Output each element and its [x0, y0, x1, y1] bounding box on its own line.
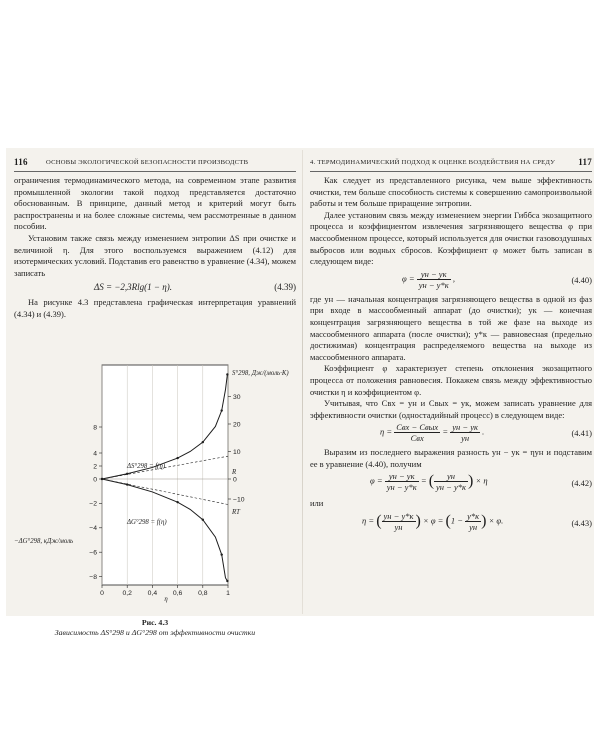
equation-4-41-number: (4.41)	[571, 428, 592, 439]
tangent-r-label: R	[232, 469, 237, 476]
right-page-header	[310, 155, 592, 169]
tangent-rt-label: RT	[232, 509, 240, 516]
y-left-tick-label: −2	[89, 500, 97, 508]
x-tick-label: 0,4	[147, 590, 158, 597]
left-page	[14, 155, 296, 610]
x-tick-label: 0,6	[172, 590, 183, 597]
eq441-fraction-1	[394, 422, 440, 443]
right-paragraph-3: где yн — начальная концентрация загрязняющего вещества в одной из фаз при входе в массообменный аппарат (до очистки); yк — конечная концентрация загрязняющего вещества в той же фазе на выходе из массообменного аппарата (после очистки); y*к — равновесная (предельно достижимая) концентрация распределяемого вещества на выходе из массообменного аппарата.	[310, 293, 592, 362]
equation-4-40	[310, 268, 592, 294]
eq443-numerator-1: yн − y*к	[383, 511, 414, 522]
eq441-fraction-2	[450, 422, 480, 443]
eq442-open-paren: (	[428, 472, 435, 490]
figure-caption-number: Рис. 4.3	[141, 618, 169, 627]
eq441-lhs: η =	[380, 426, 393, 437]
equation-4-43-number: (4.43)	[571, 518, 592, 529]
y-left-tick-label: 8	[93, 424, 97, 432]
y-left-tick-label: 0	[93, 476, 97, 484]
eq442-lhs: φ =	[370, 475, 383, 486]
delta-g-series-label: ΔG°298 = f(η)	[127, 519, 167, 526]
eq442-denominator-2: yн − y*к	[436, 482, 466, 493]
eq440-lhs: φ =	[402, 273, 415, 284]
equation-4-42-number: (4.42)	[571, 478, 592, 489]
y-right-tick-label: 0	[233, 476, 237, 484]
equation-4-41	[310, 421, 592, 447]
eq441-tail: .	[482, 426, 485, 437]
series-point	[176, 501, 178, 503]
right-page	[310, 155, 592, 610]
eq441-numerator-2: yн − yк	[452, 422, 478, 433]
left-axis-label: −ΔG°298, кДж/моль	[14, 538, 74, 545]
series-point	[226, 580, 228, 582]
eq442-fraction-2	[434, 471, 468, 492]
equation-4-43	[310, 510, 592, 538]
eq443-tail: × φ.	[488, 515, 504, 526]
x-tick-label: 0,8	[198, 590, 208, 597]
eq442-mid: =	[420, 475, 427, 486]
eq442-fraction-1	[385, 471, 419, 492]
right-page-number: 117	[578, 157, 592, 167]
eq440-fraction	[417, 269, 451, 290]
y-right-tick-label: 30	[233, 393, 241, 401]
eq443-numerator-2: y*к	[467, 511, 480, 522]
right-axis-label: S°298, Дж/(моль·К)	[232, 370, 289, 377]
series-point	[221, 409, 223, 411]
series-point	[226, 373, 228, 375]
eq442-close-paren: )	[468, 472, 474, 490]
series-point	[202, 518, 204, 520]
eq443-mid: × φ =	[422, 515, 444, 526]
right-paragraph-2: Далее установим связь между изменением энергии Гиббса экозащитного процесса и коэффициентом извлечения загрязняющего вещества φ при массообменном процессе, который используется для очистки газовоздушных выбросов или водных сбросов. Коэффициент φ может быть записан в следующем виде:	[310, 209, 592, 267]
left-page-header	[14, 155, 296, 169]
eq440-tail: ,	[452, 273, 455, 284]
y-left-tick-label: −4	[89, 525, 97, 533]
eq442-tail: × η	[475, 475, 488, 486]
left-paragraph-2: Установим также связь между изменением энтропии ΔS при очистке и величиной η. Для этого воспользуемся выражением (4.12) для изотермических условий. Подставив его равенство в уравнение (4.34), можем записать	[14, 232, 296, 278]
eq443-open-paren-2: (	[445, 512, 451, 530]
eq443-close-paren-1: )	[415, 512, 421, 530]
eq442-denominator-1: yн − y*к	[386, 482, 417, 493]
y-right-tick-label: −10	[233, 496, 245, 504]
delta-s-series-label: ΔS°298 = f(η)	[127, 463, 166, 470]
left-running-head: ОСНОВЫ ЭКОЛОГИЧЕСКОЙ БЕЗОПАСНОСТИ ПРОИЗВОДСТВ	[46, 159, 249, 166]
x-tick-label: 1	[226, 590, 230, 597]
figure-4-3-chart	[14, 361, 296, 606]
eq443-open-paren-1: (	[376, 512, 382, 530]
right-paragraph-5: Учитывая, что Cвх = yн и Cвых = yк, можем записать уравнение для эффективности очистки (одностадийный процесс) в следующем виде:	[310, 398, 592, 420]
eq441-denominator-1: Cвх	[410, 433, 424, 444]
y-left-tick-label: −8	[89, 573, 97, 581]
y-right-tick-label: 10	[233, 448, 241, 456]
equation-4-39-body: ΔS = −2,3Rlg(1 − η).	[94, 282, 172, 293]
equation-4-39	[14, 279, 296, 297]
right-paragraph-6: Выразим из последнего выражения разность yн − yк = ηyн и подставим ее в уравнение (4.40), получим	[310, 447, 592, 469]
left-paragraph-3: На рисунке 4.3 представлена графическая интерпретация уравнений (4.34) и (4.39).	[14, 297, 296, 319]
series-point	[202, 441, 204, 443]
y-left-tick-label: 4	[93, 450, 97, 458]
eq441-numerator-1: Cвх − Cвых	[396, 422, 439, 433]
right-running-head: 4. ТЕРМОДИНАМИЧЕСКИЙ ПОДХОД К ОЦЕНКЕ ВОЗДЕЙСТВИЯ НА СРЕДУ	[310, 159, 556, 166]
right-paragraph-4: Коэффициент φ характеризует степень отклонения экозащитного процесса от положения равновесия. Покажем связь между эффективностью очистки η и коэффициентом φ.	[310, 363, 592, 397]
left-page-number: 116	[14, 157, 28, 167]
y-left-tick-label: 2	[93, 463, 97, 471]
left-header-rule	[14, 171, 296, 172]
series-point	[176, 457, 178, 459]
eq443-fraction-2	[465, 511, 481, 532]
right-paragraph-1: Как следует из представленного рисунка, чем выше эффективность очистки, тем больше способность системы к совершению самопроизвольной работы и тем больше приращение энтропии.	[310, 175, 592, 209]
eq443-one: 1 −	[450, 515, 463, 526]
equation-4-39-number: (4.39)	[274, 282, 296, 293]
eq443-lhs: η =	[362, 515, 375, 526]
eq441-denominator-2: yн	[461, 433, 470, 444]
eq440-numerator: yн − yк	[417, 269, 451, 280]
y-left-tick-label: −6	[89, 549, 97, 557]
x-axis-label: η	[164, 596, 168, 603]
eq440-denominator: yн − y*к	[418, 279, 449, 290]
eq441-mid: =	[442, 426, 449, 437]
x-tick-label: 0,2	[122, 590, 132, 597]
figure-caption-text: Зависимость ΔS°298 и ΔG°298 от эффективности очистки	[54, 628, 256, 637]
eq443-denominator-1: yн	[394, 522, 403, 533]
eq442-numerator-2: yн	[434, 471, 468, 482]
eq443-denominator-2: yн	[469, 522, 478, 533]
book-gutter	[302, 150, 303, 614]
eq443-close-paren-2: )	[481, 512, 487, 530]
equation-4-42	[310, 470, 592, 498]
x-tick-label: 0	[100, 590, 104, 597]
left-paragraph-1: ограничения термодинамического метода, на современном этапе развития промышленной экологии такой подход представляется достаточно обоснованным. В принципе, данный метод и критерий могут быть распространены и на более сложные системы, чем рассмотренные в данном пособии.	[14, 175, 296, 232]
series-point	[221, 553, 223, 555]
eq442-numerator-1: yн − yк	[385, 471, 419, 482]
y-right-tick-label: 20	[233, 421, 241, 429]
right-header-rule	[310, 171, 592, 172]
or-word: или	[310, 498, 324, 509]
equation-4-40-number: (4.40)	[571, 274, 592, 285]
eq443-fraction-1	[382, 511, 416, 532]
